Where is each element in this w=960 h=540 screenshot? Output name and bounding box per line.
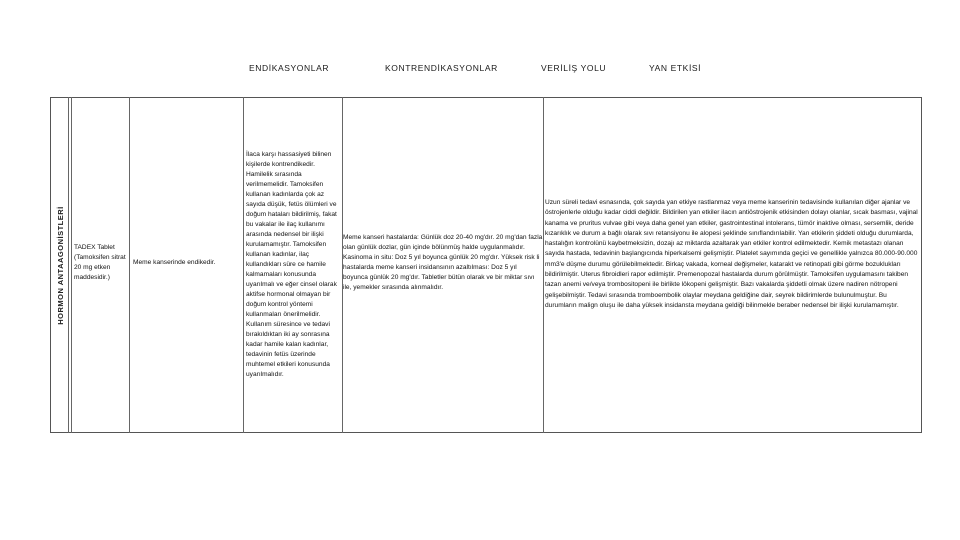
header-indications: ENDİKASYONLAR <box>249 63 330 73</box>
side-effect-cell: Uzun süreli tedavi esnasında, çok sayıda yan etkiye rastlanmaz veya meme kanserinin tedavisinde kullanılan diğer ajanlar ve östrojenlerle olduğu kadar ciddi değildir. Bildirilen yan etkiler ilacın antiöstrojenik etkisinden dolayı olanlar, sıcak basması, vajinal kanama ve pruritus vulvae gibi veya daha genel yan etkiler, gastrointestinal intolerans, tümör inaktive olması, sersemlik, deride kızarıklık ve durum a bağlı olarak sıvı retansiyonu ile alopesi şeklinde sınıflandırılabilir. Yan etkilerin şiddeti olduğu durumlarda, hastalığın kontrolünü kaybetmeksizin, dozajı az miktarda azaltarak yan etkiler kontrol edilmektedir. Kemik metastazı olanan sayıda hastada, tedavinin başlangıcında hiperkalsemi gelişmiştir. Platelet sayımında geçici ve genellikle yalnızca 80.000-90.000 mm3'e düşme durumu görülebilmektedir. Birkaç vakada, korneal değişmeler, katarakt ve retinopati gibi görme bozuklukları bildirilmiştir. Uterus fibroidleri rapor edilmiştir. Premenopozal hastalarda durum görülmüştir. Tamoksifen uygulamasını takiben tazan anemi ve/veya trombositopeni ile birlikte lökopeni gelişmiştir. Bazı vakalarda şiddetli olmak üzere nadiren nötropeni gelişebilmiştir. Tedavi sırasında tromboembolik olaylar meydana geldiğine dair, seyrek bildirimlerde bulunulmuştur. Bu durumların malign oluşu ile daha yüksek insidansta meydana geldiği bilinmekle beraber nedensel bir ilişki kurulamamıştır. <box>545 199 918 309</box>
drug-name-cell: TADEX Tablet (Tamoksifen sitrat 20 mg etken maddesidir.) <box>74 244 126 281</box>
header-side-effects: YAN ETKİSİ <box>649 63 702 73</box>
contraindication-cell: İlaca karşı hassasiyeti bilinen kişilerde kontrendikedir. Hamilelik sırasında verilmemelidir. Tamoksifen kullanan kadınlarda çok az sayıda düşük, fetüs ölümleri ve doğum hataları bildirilmiş, fakat bu vakalar ile ilaç kullanımı arasında nedensel bir ilişki kurulamamıştır. Tamoksifen kullanan kadınlar, ilaç kullandıkları süre ce hamile kalmamaları konusunda uyarılmalı ve eğer cinsel olarak aktifse hormonal olmayan bir doğum kontrol yöntemi kullanmaları önerilmelidir. Kullanım süresince ve tedavi bırakıldıktan iki ay sonrasına kadar hamile kalan kadınlar, tedavinin fetüs üzerinde muhtemel etkileri konusunda uyarılmalıdır. <box>246 151 337 378</box>
category-label <box>51 97 69 433</box>
column-divider <box>243 97 244 433</box>
category-label-text: HORMON ANTAAGONİSTLERİ <box>55 205 65 325</box>
header-route: VERİLİŞ YOLU <box>541 63 607 73</box>
route-cell: Meme kanseri hastalarda: Günlük doz 20-40 mg'dır. 20 mg'dan fazla olan günlük dozlar, gün içinde bölünmüş halde uygulanmalıdır. Kasinoma in situ: Doz 5 yıl boyunca günlük 20 mg'dır. Yüksek risk li hastalarda meme kanseri insidansının azaltılması: Doz 5 yıl boyunca günlük 20 mg'dır. Tabletler bütün olarak ve bir miktar sıvı ile, yemekler sırasında alınmalıdır. <box>343 234 543 291</box>
column-divider <box>129 97 130 433</box>
column-divider <box>543 97 544 433</box>
header-contraindications: KONTRENDİKASYONLAR <box>385 63 498 73</box>
indication-cell: Meme kanserinde endikedir. <box>133 259 216 266</box>
